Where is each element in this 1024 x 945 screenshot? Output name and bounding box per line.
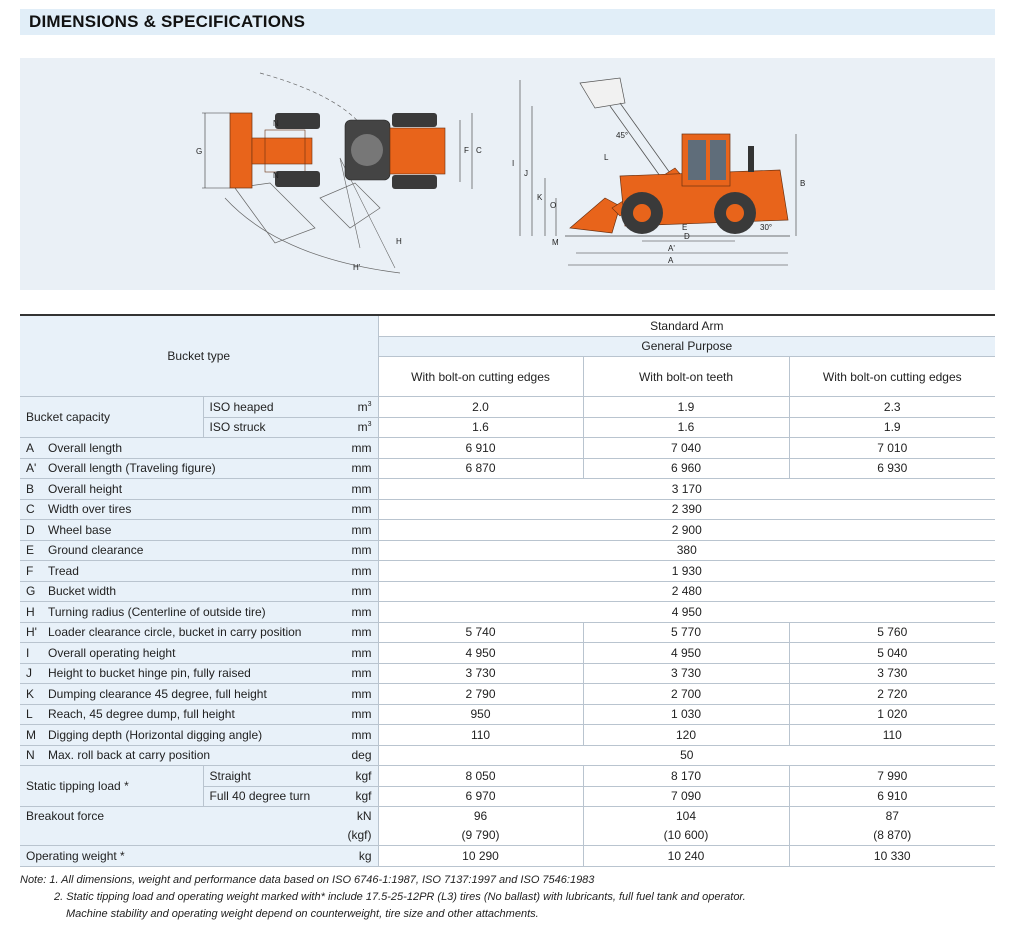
cell-value: 6 930 (789, 458, 995, 479)
row-unit: mm (338, 663, 378, 684)
cell-value-merged: 4 950 (378, 602, 995, 623)
row-letter: K (26, 686, 35, 701)
dim-label-d: D (684, 232, 690, 241)
dim-label-g: G (196, 147, 203, 156)
cell-value: 7 040 (583, 438, 789, 459)
table-row (20, 643, 995, 664)
column-header-3: With bolt-on cutting edges (789, 357, 995, 397)
cell-value: 1.6 (378, 417, 583, 438)
row-label (20, 602, 338, 623)
table-row (20, 561, 995, 582)
cell-value: 2 720 (789, 684, 995, 705)
row-label (20, 684, 338, 705)
dim-label-h-prime: H' (353, 263, 361, 272)
cell-value-merged: 3 170 (378, 479, 995, 500)
row-label (20, 479, 338, 500)
row-unit: mm (338, 520, 378, 541)
machine-diagram (20, 58, 995, 290)
table-row (20, 846, 995, 867)
cell-value-merged: 1 930 (378, 561, 995, 582)
row-letter: A' (26, 461, 37, 476)
footnotes (20, 872, 746, 923)
row-unit: kg (338, 846, 378, 867)
cell-value: 110 (789, 725, 995, 746)
dim-label-h: H (396, 237, 402, 246)
cell-value: 8 050 (378, 766, 583, 787)
dim-label-f: F (464, 146, 469, 155)
cell-value: 5 040 (789, 643, 995, 664)
cell-value: 87 (8 870) (789, 807, 995, 846)
cell-value: 2.0 (378, 397, 583, 418)
cell-value-merged: 2 390 (378, 499, 995, 520)
row-label-text: Wheel base (48, 522, 112, 537)
row-label (20, 581, 338, 602)
row-letter: I (26, 645, 30, 660)
table-row (20, 499, 995, 520)
row-sublabel: ISO struck (203, 417, 338, 438)
row-unit: mm (338, 704, 378, 725)
dimension-drawing (20, 58, 995, 290)
row-label-text: Height to bucket hinge pin, fully raised (48, 666, 251, 681)
row-unit: mm (338, 684, 378, 705)
table-row (20, 438, 995, 459)
row-unit: kgf (338, 786, 378, 807)
row-unit: mm (338, 561, 378, 582)
note-1: Note: 1. All dimensions, weight and performance data based on ISO 6746-1:1987, ISO 7137:1997 and ISO 7546:1983 (20, 874, 595, 886)
dim-label-i: I (512, 159, 515, 168)
cell-value: 3 730 (583, 663, 789, 684)
row-label-text: Overall height (48, 481, 123, 496)
row-letter: L (26, 707, 33, 722)
table-row (20, 725, 995, 746)
row-label (20, 704, 338, 725)
cell-value: 4 950 (583, 643, 789, 664)
row-sublabel: Straight (203, 766, 338, 787)
table-row (20, 540, 995, 561)
table-row (20, 663, 995, 684)
row-label: Static tipping load * (20, 766, 203, 807)
cell-value: 5 770 (583, 622, 789, 643)
dim-label-j: J (524, 169, 528, 178)
row-unit: mm (338, 725, 378, 746)
cell-value: 4 950 (378, 643, 583, 664)
note-2: 2. Static tipping load and operating weight marked with* include 17.5-25-12PR (L3) tires (No ballast) with lubricants, full fuel tank and operator. (54, 891, 746, 903)
cell-value: 96 (9 790) (378, 807, 583, 846)
row-letter: C (26, 502, 35, 517)
column-header-1: With bolt-on cutting edges (378, 357, 583, 397)
dim-label-c: C (476, 146, 482, 155)
cell-value: 7 090 (583, 786, 789, 807)
dim-label-o: O (550, 201, 557, 210)
dim-label-45: 45° (616, 131, 629, 140)
note-3: Machine stability and operating weight depend on counterweight, tire size and other attachments. (66, 908, 539, 920)
section-title-bar (20, 9, 995, 35)
dim-label-a: A (668, 256, 674, 265)
table-row (20, 397, 995, 418)
row-unit: mm (338, 458, 378, 479)
row-unit: kgf (338, 766, 378, 787)
column-header-2: With bolt-on teeth (583, 357, 789, 397)
cell-value: 6 910 (789, 786, 995, 807)
row-label-text: Digging depth (Horizontal digging angle) (48, 727, 263, 742)
row-label (20, 438, 338, 459)
row-unit: mm (338, 540, 378, 561)
standard-arm-header: Standard Arm (378, 315, 995, 336)
cell-value: 6 970 (378, 786, 583, 807)
row-label (20, 622, 338, 643)
cell-value: 5 760 (789, 622, 995, 643)
row-label-text: Overall operating height (48, 645, 176, 660)
cell-value: 6 910 (378, 438, 583, 459)
row-label (20, 725, 338, 746)
row-label-text: Bucket width (48, 584, 117, 599)
dim-label-m: M (552, 238, 559, 247)
table-row (20, 581, 995, 602)
row-label-text: Tread (48, 563, 79, 578)
table-row (20, 684, 995, 705)
dim-label-n-top: N (273, 119, 279, 128)
row-label (20, 520, 338, 541)
dim-label-k: K (537, 193, 543, 202)
row-unit: mm (338, 438, 378, 459)
table-row (20, 807, 995, 846)
row-letter: N (26, 748, 35, 763)
row-letter: M (26, 727, 36, 742)
row-label (20, 499, 338, 520)
top-view-diagram (196, 73, 482, 273)
cell-value: 3 730 (378, 663, 583, 684)
row-sublabel: ISO heaped (203, 397, 338, 418)
table-row (20, 704, 995, 725)
row-unit: mm (338, 602, 378, 623)
bucket-type-header: Bucket type (20, 315, 378, 397)
row-label (20, 643, 338, 664)
cell-value: 10 290 (378, 846, 583, 867)
row-label (20, 663, 338, 684)
specifications-table (20, 314, 995, 867)
row-unit: mm (338, 479, 378, 500)
dim-label-l: L (604, 153, 609, 162)
row-label-text: Dumping clearance 45 degree, full height (48, 686, 267, 701)
cell-value: 3 730 (789, 663, 995, 684)
cell-value-merged: 2 900 (378, 520, 995, 541)
cell-value: 8 170 (583, 766, 789, 787)
cell-value: 2.3 (789, 397, 995, 418)
cell-value: 6 960 (583, 458, 789, 479)
row-unit: mm (338, 643, 378, 664)
cell-value: 10 330 (789, 846, 995, 867)
row-letter: H (26, 604, 35, 619)
row-label-text: Ground clearance (48, 543, 144, 558)
cell-value-merged: 2 480 (378, 581, 995, 602)
dim-label-30: 30° (760, 223, 773, 232)
cell-value: 2 790 (378, 684, 583, 705)
cell-value: 110 (378, 725, 583, 746)
table-row (20, 622, 995, 643)
side-view-diagram (512, 78, 805, 265)
table-row (20, 458, 995, 479)
table-row (20, 479, 995, 500)
cell-value: 6 870 (378, 458, 583, 479)
row-letter: H' (26, 625, 37, 640)
cell-value: 120 (583, 725, 789, 746)
row-label-text: Width over tires (48, 502, 132, 517)
cell-value: 1 030 (583, 704, 789, 725)
row-label-text: Overall length (48, 440, 123, 455)
row-unit: mm (338, 581, 378, 602)
row-letter: F (26, 563, 34, 578)
row-label-text: Turning radius (Centerline of outside tire) (48, 604, 266, 619)
cell-value: 7 010 (789, 438, 995, 459)
cell-value-merged: 380 (378, 540, 995, 561)
row-unit: kN (kgf) (338, 807, 378, 846)
row-letter: D (26, 522, 35, 537)
dim-label-a-prime: A' (668, 244, 675, 253)
page-title: DIMENSIONS & SPECIFICATIONS (29, 12, 306, 31)
row-label (20, 745, 338, 766)
row-letter: B (26, 481, 35, 496)
row-label-text: Overall length (Traveling figure) (48, 461, 216, 476)
row-label: Bucket capacity (20, 397, 203, 438)
row-label (20, 561, 338, 582)
cell-value: 1.9 (583, 397, 789, 418)
table-row (20, 602, 995, 623)
row-unit: $m^3$ (338, 417, 378, 438)
cell-value: 104 (10 600) (583, 807, 789, 846)
row-label: Operating weight * (20, 846, 338, 867)
cell-value: 7 990 (789, 766, 995, 787)
dim-label-b: B (800, 179, 806, 188)
cell-value-merged: 50 (378, 745, 995, 766)
row-unit: $m^3$ (338, 397, 378, 418)
row-label-text: Reach, 45 degree dump, full height (48, 707, 235, 722)
cell-value: 950 (378, 704, 583, 725)
dimension-rows (20, 438, 995, 766)
row-label (20, 458, 338, 479)
row-letter: A (26, 440, 35, 455)
cell-value: 10 240 (583, 846, 789, 867)
row-sublabel: Full 40 degree turn (203, 786, 338, 807)
row-unit: deg (338, 745, 378, 766)
row-label: Breakout force (20, 807, 338, 846)
table-row (20, 520, 995, 541)
row-letter: J (26, 666, 32, 681)
row-unit: mm (338, 499, 378, 520)
row-label (20, 540, 338, 561)
dim-label-n-bottom: N (273, 171, 279, 180)
general-purpose-header: General Purpose (378, 336, 995, 357)
cell-value: 5 740 (378, 622, 583, 643)
row-label-text: Loader clearance circle, bucket in carry position (48, 625, 302, 640)
row-unit: mm (338, 622, 378, 643)
cell-value: 2 700 (583, 684, 789, 705)
row-letter: E (26, 543, 35, 558)
row-label-text: Max. roll back at carry position (48, 748, 211, 763)
table-row (20, 745, 995, 766)
cell-value: 1.6 (583, 417, 789, 438)
cell-value: 1.9 (789, 417, 995, 438)
dim-label-e: E (682, 223, 688, 232)
table-row (20, 766, 995, 787)
row-letter: G (26, 584, 36, 599)
cell-value: 1 020 (789, 704, 995, 725)
